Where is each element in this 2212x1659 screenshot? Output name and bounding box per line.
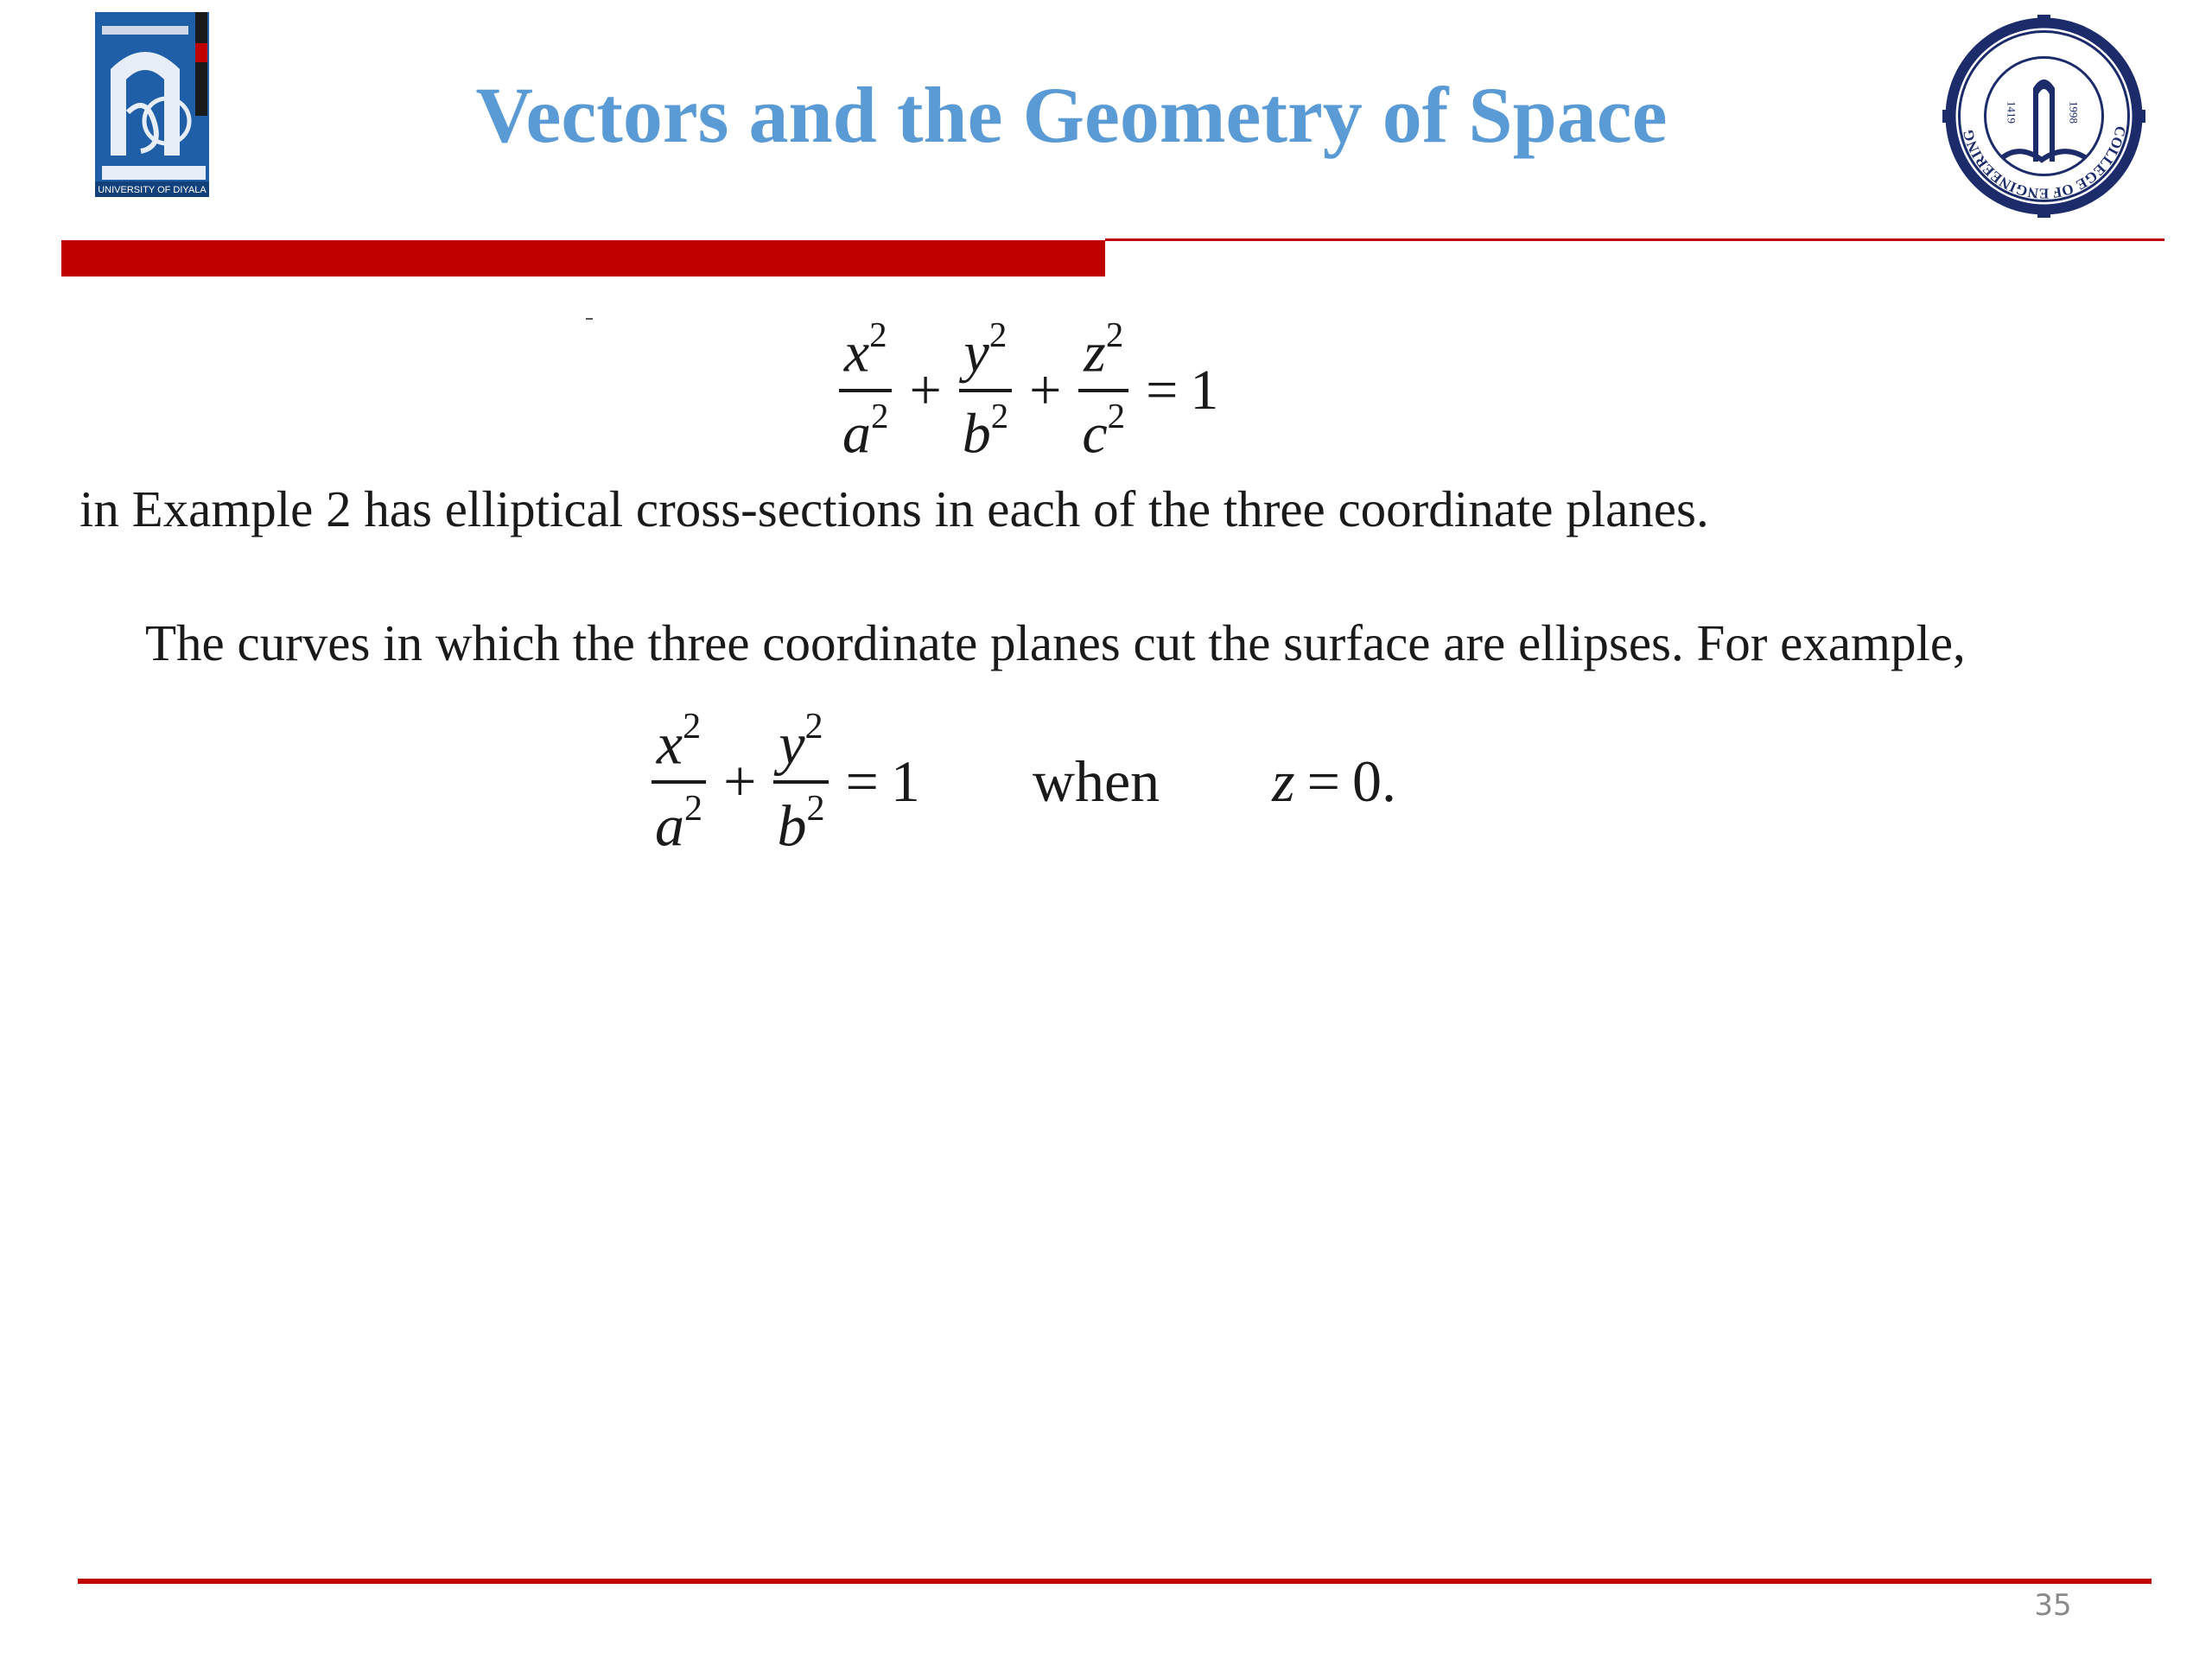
- college-seal: [1942, 15, 2145, 218]
- paragraph-cross-sections: in Example 2 has elliptical cross-sections in each of the three coordinate planes.: [79, 480, 1709, 537]
- seal-year-left: 1419: [2005, 101, 2018, 124]
- seal-year-right: 1998: [2067, 101, 2081, 124]
- fraction-z-over-c: $\frac{z^2}{c^2}$: [1078, 318, 1128, 462]
- plus-sign: +: [723, 748, 757, 814]
- fraction-x-over-a: $\frac{x^2}{a^2}$: [839, 318, 892, 462]
- fraction-y-over-b: $\frac{y^2}{b^2}$: [773, 709, 828, 855]
- college-of-engineering-seal-icon: [1942, 15, 2145, 218]
- when-word: when: [1032, 748, 1160, 814]
- fraction-y-over-b: $\frac{y^2}{b^2}$: [959, 318, 1012, 462]
- footer-line: [78, 1579, 2152, 1584]
- plus-sign: +: [909, 358, 942, 422]
- fraction-x-over-a: $\frac{x^2}{a^2}$: [652, 709, 706, 855]
- header-bar-thick: [61, 240, 1105, 276]
- equals-sign: =: [1146, 358, 1179, 422]
- page-number: 35: [2034, 1588, 2072, 1623]
- equation-rhs: 1: [1190, 358, 1219, 422]
- slide-title: Vectors and the Geometry of Space: [475, 71, 1668, 159]
- stray-dash: [586, 318, 593, 320]
- equals-sign: =: [845, 748, 879, 814]
- trace-equation: [646, 706, 1396, 858]
- ellipsoid-equation: [834, 315, 1219, 466]
- seal-ring-text: COLLEGE OF ENGINEERING: [1959, 124, 2129, 202]
- header-bar-thin: [1105, 238, 2164, 241]
- condition-z-equals-0: z = 0.: [1272, 748, 1396, 814]
- plus-sign: +: [1029, 358, 1062, 422]
- equation-rhs: 1: [890, 748, 920, 814]
- university-caption: UNIVERSITY OF DIYALA: [98, 185, 207, 195]
- paragraph-curves-ellipses: The curves in which the three coordinate planes cut the surface are ellipses. For example,: [145, 614, 1966, 671]
